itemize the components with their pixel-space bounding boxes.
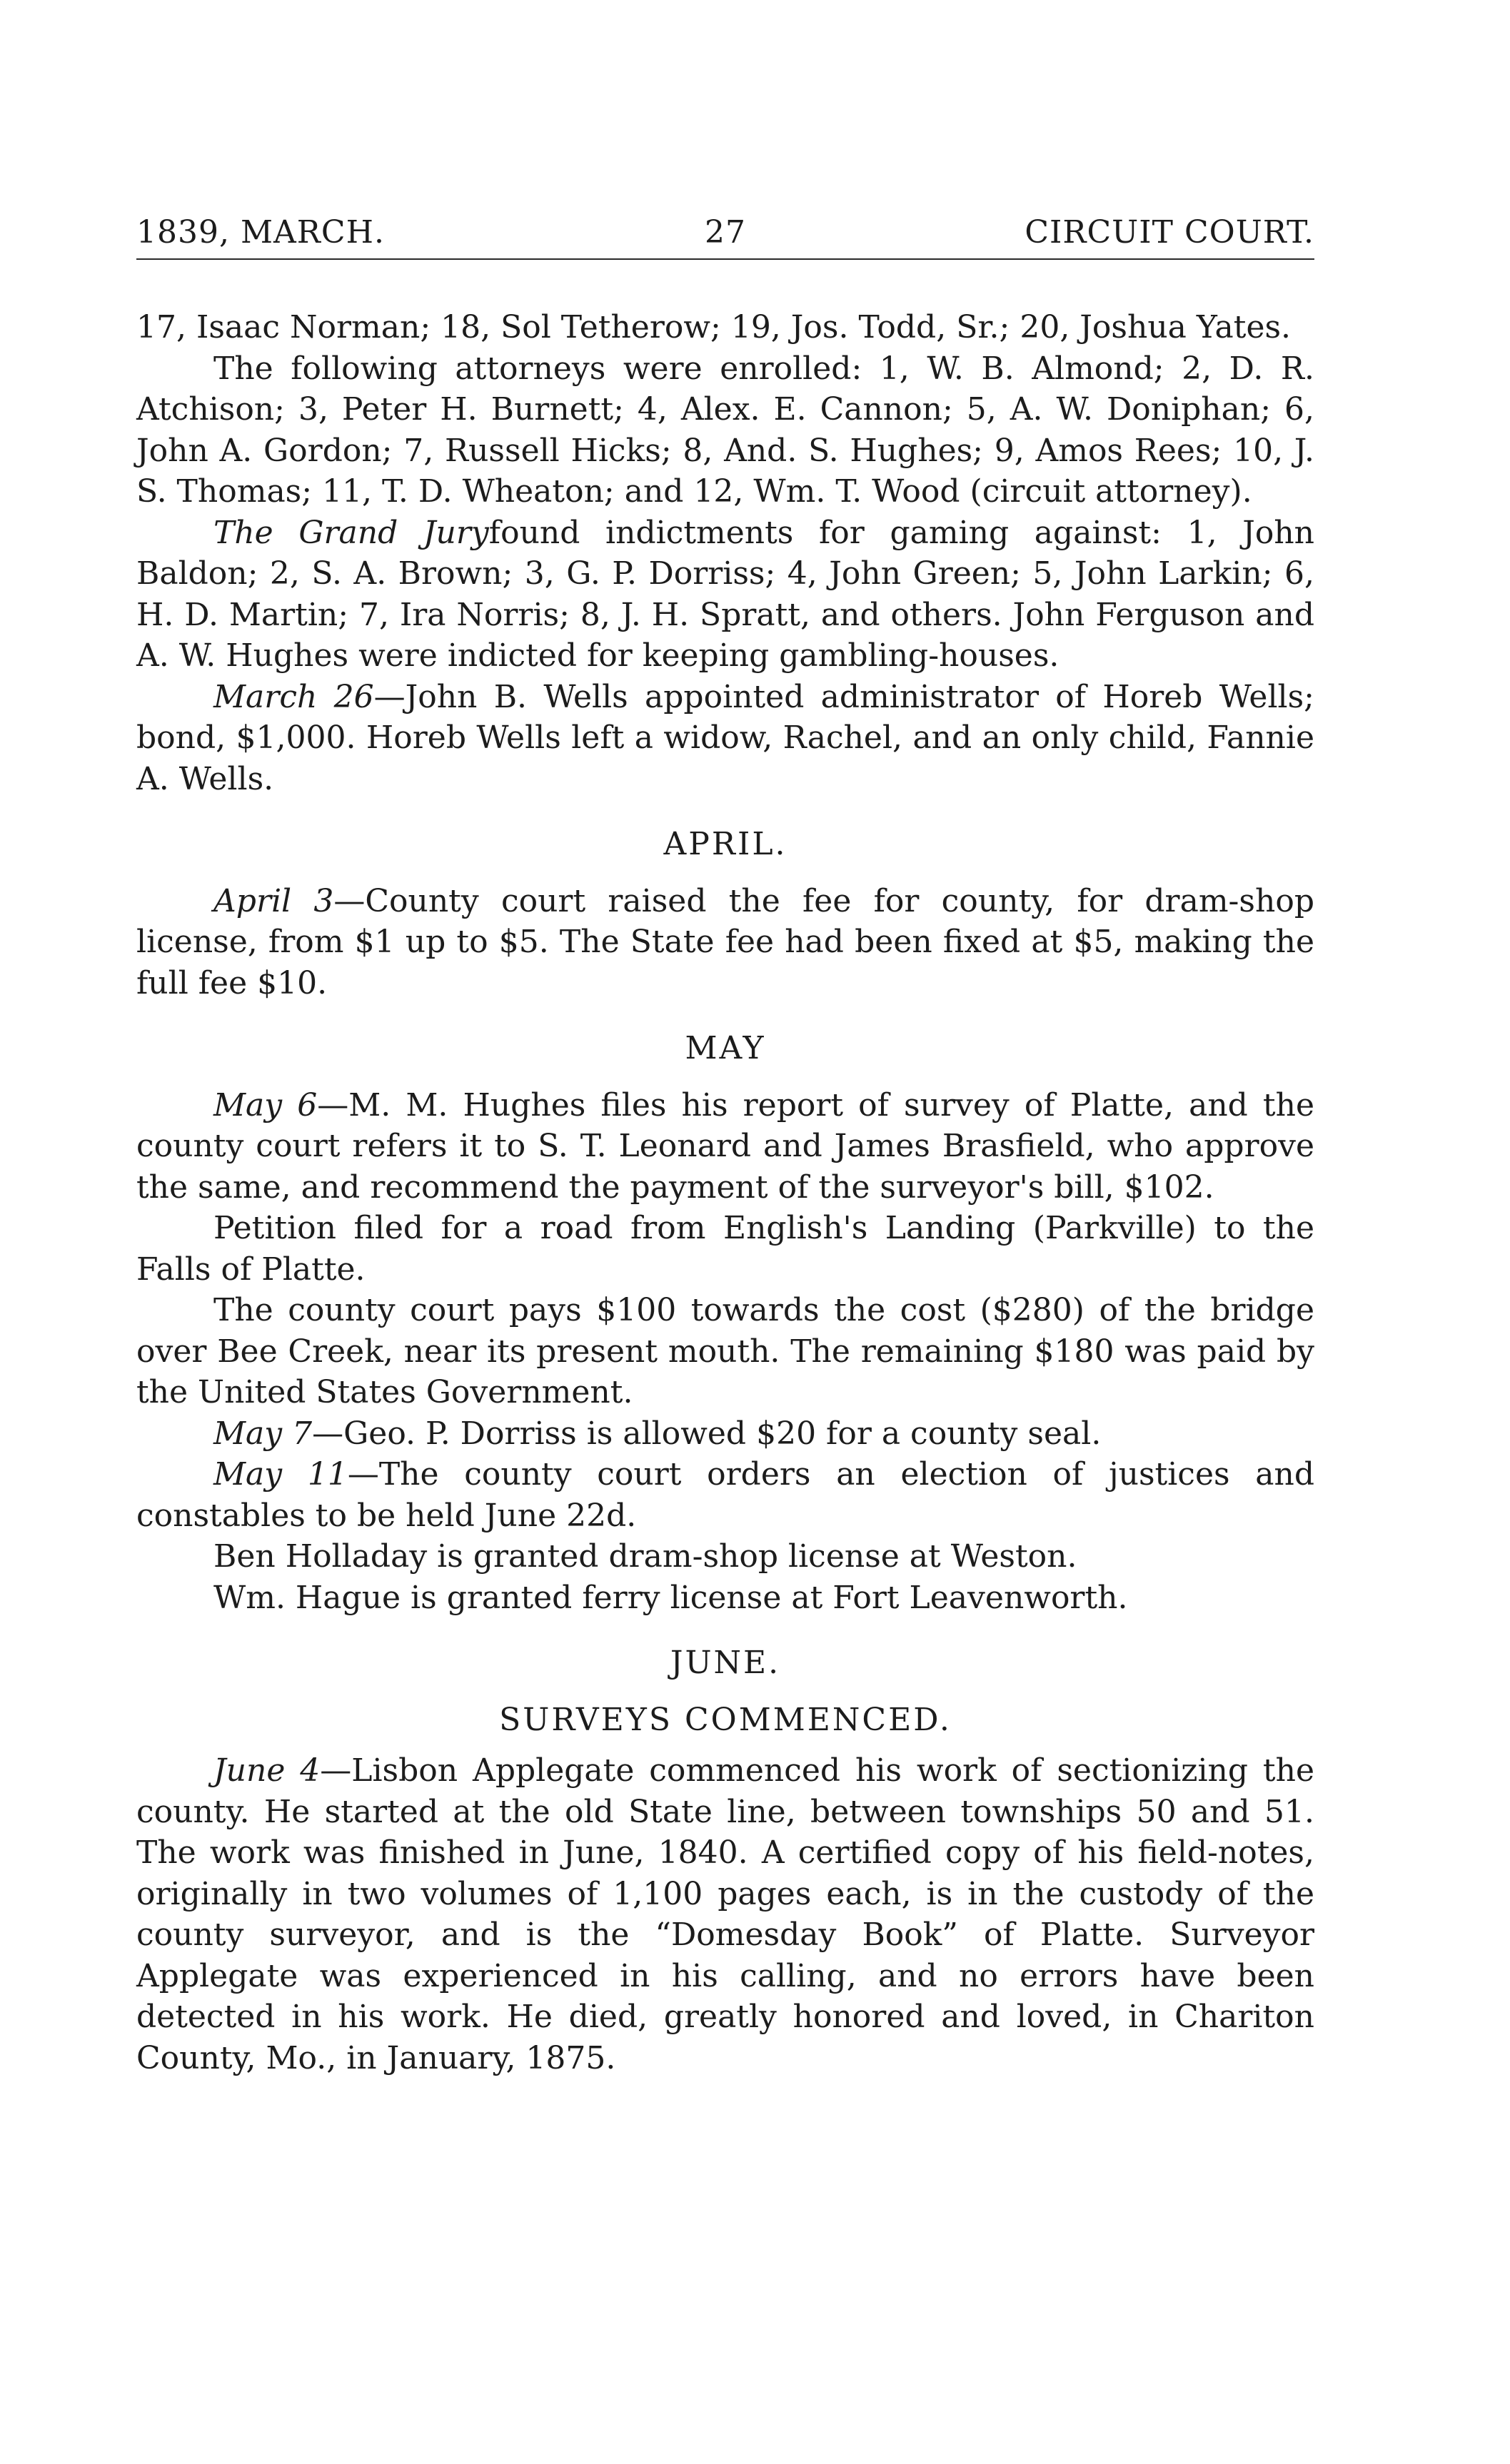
subsection-heading: SURVEYS COMMENCED. bbox=[499, 1701, 952, 1738]
paragraph: Ben Holladay is granted dram-shop license at Weston. bbox=[213, 1538, 1077, 1575]
paragraph-lead: March 26 bbox=[213, 678, 374, 715]
section-heading: JUNE. bbox=[670, 1645, 781, 1681]
paragraph: Wm. Hague is granted ferry license at Fort Leavenworth. bbox=[213, 1579, 1128, 1616]
paragraph: June 4—Lisbon Applegate commenced his work of sectionizing the county. He started at the old State line, between townships 50 and 51. The work was finished in June, 1840. A certified copy of his field-notes, originally in two volumes of 1,100 pages each, is in the custody of the county surveyor, and is the “Domesday Book” of Platte. Surveyor Applegate was experienced in his calling, and no errors have been detected in his work. He died, greatly honored and loved, in Chariton County, Mo., in January, 1875. bbox=[136, 1752, 1314, 2076]
paragraph: May 7—Geo. P. Dorriss is allowed $20 for a county seal. bbox=[213, 1415, 1102, 1452]
paragraph: May 11—The county court orders an election of justices and constables to be held June 22d. bbox=[136, 1456, 1314, 1534]
paragraph-lead: The Grand Jury bbox=[213, 514, 489, 551]
paragraph: March 26—John B. Wells appointed administrator of Horeb Wells; bond, $1,000. Horeb Wells left a widow, Rachel, and an only child, Fannie A. Wells. bbox=[136, 678, 1314, 797]
paragraph: 17, Isaac Norman; 18, Sol Tetherow; 19, Jos. Todd, Sr.; 20, Joshua Yates. bbox=[136, 309, 1292, 345]
header-date: 1839, MARCH. bbox=[136, 214, 385, 251]
section-heading: MAY bbox=[685, 1030, 766, 1066]
paragraph: May 6—M. M. Hughes files his report of survey of Platte, and the county court refers it to S. T. Leonard and James Brasfield, who approve the same, and recommend the payment of the surveyor's bill, $102. bbox=[136, 1086, 1314, 1206]
section-heading: APRIL. bbox=[663, 826, 787, 862]
paragraph: Petition filed for a road from English's Landing (Parkville) to the Falls of Platte. bbox=[136, 1210, 1314, 1288]
paragraph: The county court pays $100 towards the cost ($280) of the bridge over Bee Creek, near its present mouth. The remaining $180 was paid by the United States Government. bbox=[136, 1292, 1314, 1410]
page-number: 27 bbox=[705, 214, 746, 251]
page-body bbox=[136, 307, 1314, 2079]
paragraph-lead: May 11 bbox=[213, 1456, 348, 1493]
paragraph: The following attorneys were enrolled: 1, W. B. Almond; 2, D. R. Atchison; 3, Peter H. Burnett; 4, Alex. E. Cannon; 5, A. W. Doniphan; 6, John A. Gordon; 7, Russell Hicks; 8, And. S. Hughes; 9, Amos Rees; 10, J. S. Thomas; 11, T. D. Wheaton; and 12, Wm. T. Wood (circuit attorney). bbox=[136, 350, 1314, 510]
paragraph: April 3—County court raised the fee for county, for dram-shop license, from $1 up to $5. The State fee had been fixed at $5, making the full fee $10. bbox=[136, 882, 1314, 1001]
paragraph-lead: May 7 bbox=[213, 1415, 313, 1452]
header-rule bbox=[136, 258, 1314, 260]
running-head bbox=[136, 214, 1314, 257]
paragraph-lead: April 3 bbox=[213, 882, 334, 919]
paragraph: The Grand Juryfound indictments for gaming against: 1, John Baldon; 2, S. A. Brown; 3, G. P. Dorriss; 4, John Green; 5, John Larkin; 6, H. D. Martin; 7, Ira Norris; 8, J. H. Spratt, and others. John Ferguson and A. W. Hughes were indicted for keeping gambling-houses. bbox=[136, 514, 1314, 674]
paragraph-lead: May 6 bbox=[213, 1086, 318, 1124]
header-section: CIRCUIT COURT. bbox=[1025, 214, 1314, 251]
paragraph-lead: June 4 bbox=[213, 1752, 321, 1789]
